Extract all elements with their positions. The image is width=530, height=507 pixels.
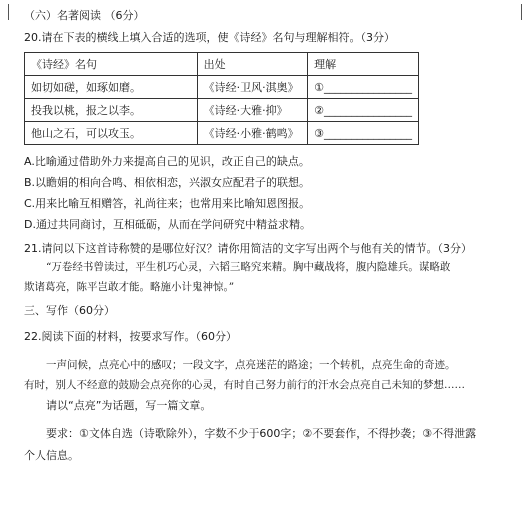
writing-topic: 请以“点亮”为话题，写一篇文章。 — [46, 399, 212, 412]
option-c: C.用来比喻互相赠答，礼尚往来；也常用来比喻知恩图报。 — [24, 197, 311, 210]
answer-blank-2[interactable]: ②________________ — [308, 99, 419, 122]
header-quote: 《诗经》名句 — [25, 53, 198, 76]
writing-requirements-line-1: 要求：①文体自选（诗歌除外），字数不少于600字；②不要套作，不得抄袭；③不得泄露 — [46, 427, 477, 440]
table-row — [25, 76, 419, 99]
option-a: A.比喻通过借助外力来提高自己的见识，改正自己的缺点。 — [24, 155, 310, 168]
poem-line-1: “万卷经书曾读过，平生机巧心灵，六韬三略究来精。胸中藏战将，腹内隐雄兵。谋略敢 — [46, 261, 451, 273]
question-21-prompt: 21.请问以下这首诗称赞的是哪位好汉？请你用简洁的文字写出两个与他有关的情节。（3分） — [24, 242, 472, 255]
row-quote: 如切如磋，如琢如磨。 — [25, 76, 198, 99]
writing-requirements-line-2: 个人信息。 — [24, 449, 79, 462]
page-corner-mark-left — [8, 4, 21, 20]
section-heading-reading: （六）名著阅读 （6分） — [24, 9, 145, 22]
row-source: 《诗经·卫风·淇奥》 — [197, 76, 307, 99]
section-heading-writing: 三、写作（60分） — [24, 304, 115, 317]
table-header-row — [25, 53, 419, 76]
material-line-2: 有时，别人不经意的鼓励会点亮你的心灵，有时自己努力前行的汗水会点亮自己未知的梦想…… — [24, 379, 465, 391]
header-source: 出处 — [197, 53, 307, 76]
material-line-1: 一声问候，点亮心中的感叹；一段文字，点亮迷茫的路途；一个转机，点亮生命的奇迹。 — [46, 359, 456, 371]
exam-page — [24, 8, 514, 467]
table-row — [25, 99, 419, 122]
question-20-prompt: 20.请在下表的横线上填入合适的选项，使《诗经》名句与理解相符。（3分） — [24, 31, 395, 44]
option-d: D.通过共同商讨，互相砥砺，从而在学问研究中精益求精。 — [24, 218, 311, 231]
header-meaning: 理解 — [308, 53, 419, 76]
option-b: B.以瞻娟的相向合鸣、相依相恋，兴淑女应配君子的联想。 — [24, 176, 311, 189]
quote-table — [24, 52, 419, 145]
question-22-prompt: 22.阅读下面的材料，按要求写作。（60分） — [24, 330, 237, 343]
row-quote: 他山之石，可以攻玉。 — [25, 122, 198, 145]
poem-line-2: 欺诸葛亮，陈平岂敢才能。略施小计鬼神惊。” — [24, 281, 235, 293]
answer-blank-3[interactable]: ③________________ — [308, 122, 419, 145]
row-quote: 投我以桃，报之以李。 — [25, 99, 198, 122]
row-source: 《诗经·小雅·鹤鸣》 — [197, 122, 307, 145]
answer-blank-1[interactable]: ①________________ — [308, 76, 419, 99]
table-row — [25, 122, 419, 145]
row-source: 《诗经·大雅·抑》 — [197, 99, 307, 122]
